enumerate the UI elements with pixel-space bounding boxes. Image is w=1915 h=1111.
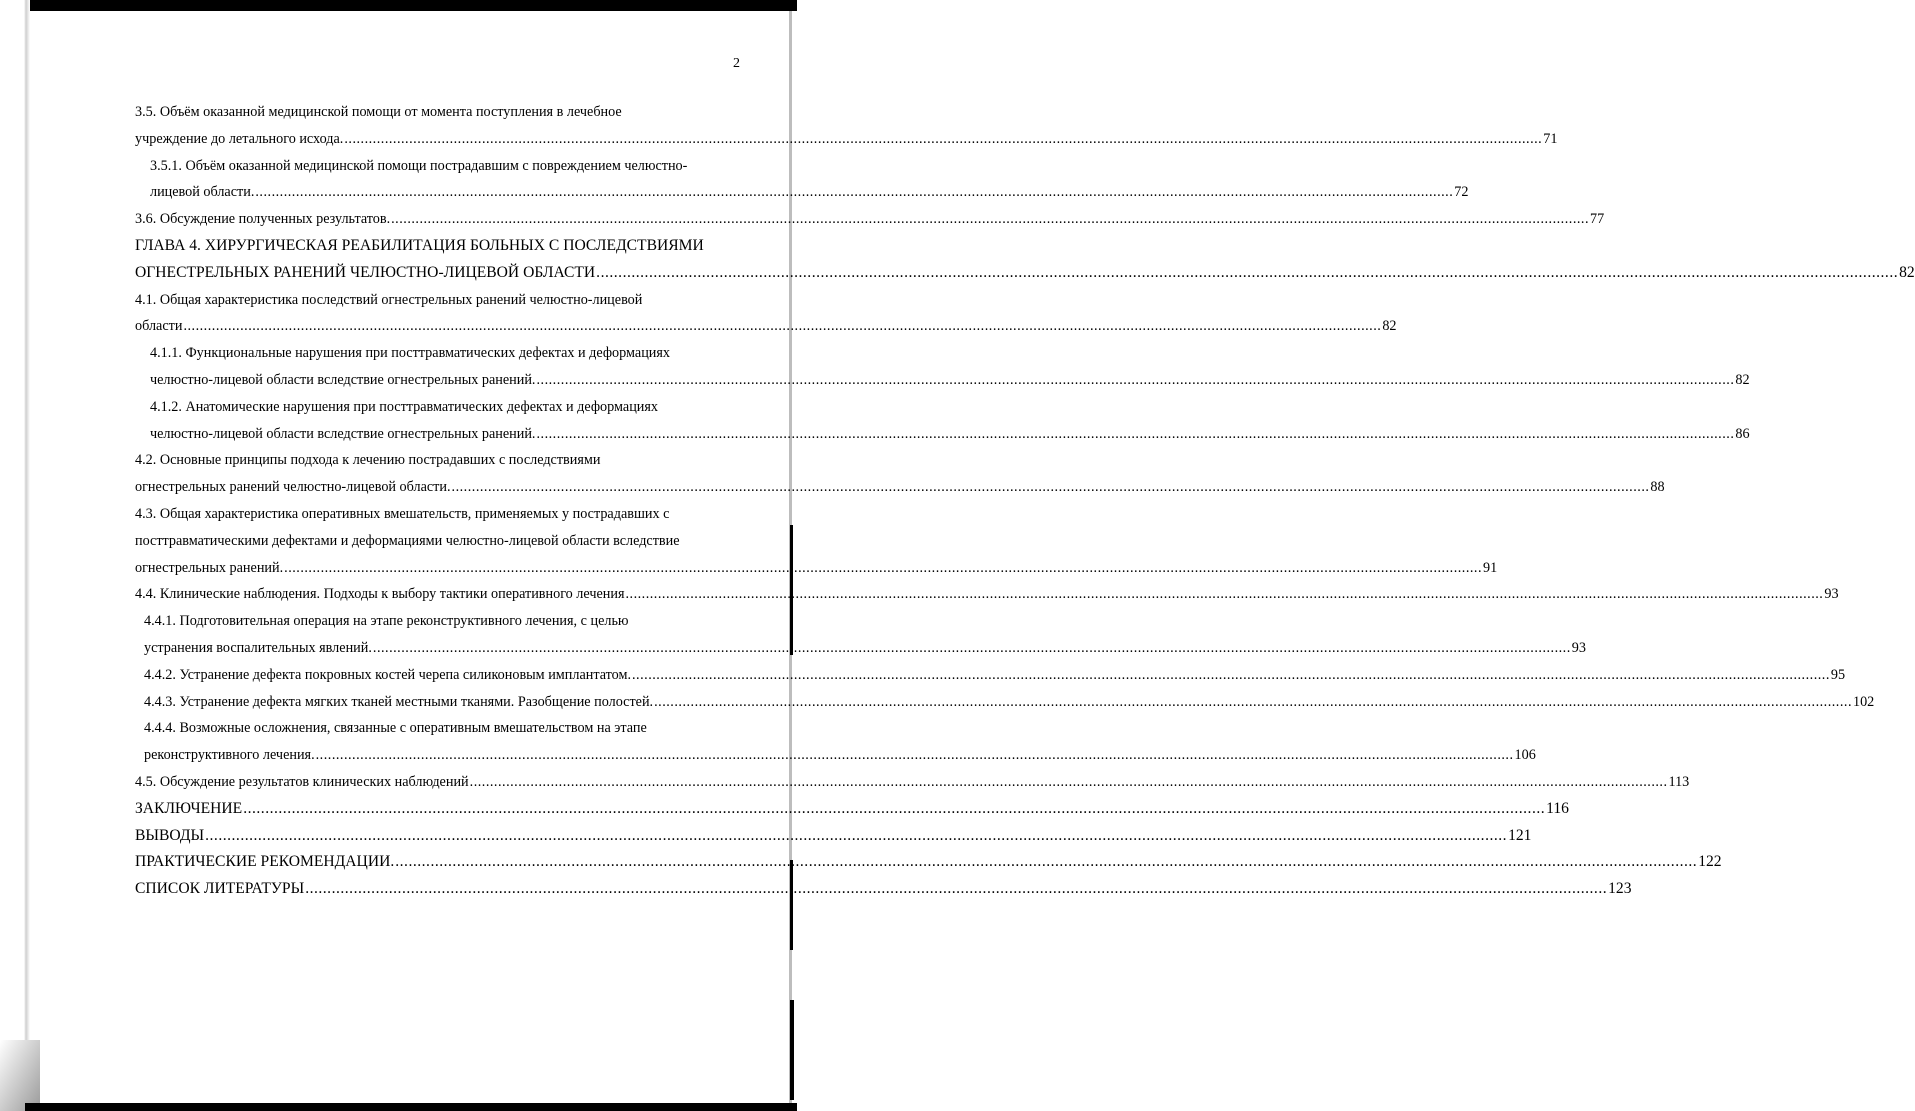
toc-entry[interactable] <box>135 394 1750 448</box>
toc-entry-line <box>135 876 1632 903</box>
toc-entry-line <box>135 689 1875 716</box>
toc-entry-line <box>135 608 739 635</box>
toc-entry[interactable] <box>135 689 1875 716</box>
toc-entry-line <box>135 635 1586 662</box>
dot-leader <box>470 769 1668 796</box>
toc-page-number: 123 <box>1608 880 1632 898</box>
dot-leader <box>625 581 1823 608</box>
toc-entry-line <box>135 233 739 260</box>
toc-entry-title: ВЫВОДЫ <box>135 826 205 844</box>
toc-entry-title: 4.1.2. Анатомические нарушения при посттравматических дефектах и деформациях <box>150 398 658 415</box>
toc-entry[interactable] <box>135 608 1586 662</box>
toc-entry[interactable] <box>135 796 1569 823</box>
toc-page-number: 71 <box>1543 130 1558 147</box>
toc-entry-line <box>135 99 739 126</box>
dot-leader <box>205 823 1507 850</box>
toc-entry-title: огнестрельных ранений. <box>135 559 284 576</box>
toc-entry-line <box>135 715 739 742</box>
toc-entry-title: области <box>135 318 183 335</box>
toc-entry-title: 4.2. Основные принципы подхода к лечению пострадавших с последствиями <box>135 452 601 469</box>
dot-leader <box>632 662 1830 689</box>
toc-entry-title: ГЛАВА 4. ХИРУРГИЧЕСКАЯ РЕАБИЛИТАЦИЯ БОЛЬНЫХ С ПОСЛЕДСТВИЯМИ <box>135 236 704 254</box>
toc-entry[interactable] <box>135 206 1605 233</box>
toc-entry[interactable] <box>135 769 1690 796</box>
toc-page-number: 116 <box>1546 799 1569 817</box>
toc-entry-line <box>135 287 739 314</box>
toc-entry-line <box>135 474 1665 501</box>
toc-entry-title: 4.4.1. Подготовительная операция на этапе реконструктивного лечения, с целью <box>144 613 629 630</box>
toc-entry-title: ПРАКТИЧЕСКИЕ РЕКОМЕНДАЦИИ. <box>135 853 395 871</box>
dot-leader <box>452 474 1650 501</box>
toc-page-number: 122 <box>1698 853 1722 871</box>
toc-entry[interactable] <box>135 581 1839 608</box>
toc-entry-line <box>135 555 1498 582</box>
toc-page-number: 93 <box>1824 586 1839 603</box>
toc-page-number: 106 <box>1514 747 1536 764</box>
toc-page-number: 121 <box>1508 826 1532 844</box>
toc-entry[interactable] <box>135 233 1915 287</box>
toc-page-number: 72 <box>1454 184 1469 201</box>
scan-edge-top <box>25 0 797 11</box>
dot-leader <box>284 555 1482 582</box>
toc-entry-title: челюстно-лицевой области вследствие огнестрельных ранений. <box>150 425 536 442</box>
toc-entry-title: 4.4. Клинические наблюдения. Подходы к выбору тактики оперативного лечения <box>135 586 625 603</box>
dot-leader <box>316 742 1514 769</box>
toc-entry-title: реконструктивного лечения. <box>144 747 315 764</box>
toc-entry-line <box>135 769 1690 796</box>
dot-leader <box>395 849 1697 876</box>
toc-entry-title: 4.1.1. Функциональные нарушения при посттравматических дефектах и деформациях <box>150 345 671 362</box>
dot-leader <box>596 260 1898 287</box>
toc-entry[interactable] <box>135 849 1722 876</box>
toc-entry[interactable] <box>135 447 1665 501</box>
toc-entry-title: посттравматическими дефектами и деформациями челюстно-лицевой области вследствие <box>135 532 680 549</box>
dot-leader <box>654 689 1852 716</box>
toc-entry-title: лицевой области. <box>150 184 255 201</box>
toc-entry-line <box>135 260 1915 287</box>
toc-entry-line <box>135 581 1839 608</box>
toc-entry-line <box>135 447 739 474</box>
scan-edge-bottom <box>25 1103 797 1111</box>
toc-entry[interactable] <box>135 876 1632 903</box>
dot-leader <box>391 206 1589 233</box>
toc-page-number: 102 <box>1852 693 1875 710</box>
toc-entry-line <box>135 742 1536 769</box>
toc-page-number: 82 <box>1382 318 1397 335</box>
scan-mark <box>790 1000 794 1100</box>
toc-entry-title: учреждение до летального исхода. <box>135 130 344 147</box>
toc-entry-title: 4.1. Общая характеристика последствий огнестрельных ранений челюстно-лицевой <box>135 291 643 308</box>
dot-leader <box>243 796 1545 823</box>
toc-entry-title: 3.6. Обсуждение полученных результатов. <box>135 211 391 228</box>
toc-page-number: 95 <box>1830 666 1846 683</box>
toc-entry-line <box>135 179 1469 206</box>
dot-leader <box>255 179 1453 206</box>
toc-entry-title: СПИСОК ЛИТЕРАТУРЫ <box>135 880 305 898</box>
dot-leader <box>536 421 1734 448</box>
toc-page-number: 88 <box>1650 479 1665 496</box>
toc-page-number: 82 <box>1735 371 1750 388</box>
toc-page-number: 91 <box>1483 559 1498 576</box>
dot-leader <box>373 635 1571 662</box>
toc-entry[interactable] <box>135 99 1558 153</box>
toc-entry[interactable] <box>135 715 1536 769</box>
toc-entry-title: челюстно-лицевой области вследствие огнестрельных ранений. <box>150 371 536 388</box>
toc-entry-line <box>135 849 1722 876</box>
toc-entry[interactable] <box>135 501 1498 581</box>
table-of-contents <box>135 99 1915 903</box>
dot-leader <box>536 367 1734 394</box>
toc-page-number: 93 <box>1571 639 1586 656</box>
dot-leader <box>344 126 1542 153</box>
toc-entry-line <box>135 662 1846 689</box>
toc-entry-title: 4.4.4. Возможные осложнения, связанные с оперативным вмешательством на этапе <box>144 720 647 737</box>
toc-entry-line <box>135 796 1569 823</box>
toc-entry-title: ЗАКЛЮЧЕНИЕ <box>135 799 243 817</box>
toc-entry-line <box>135 313 1397 340</box>
toc-entry-line <box>135 367 1750 394</box>
toc-entry-line <box>135 340 739 367</box>
dot-leader <box>305 876 1607 903</box>
toc-entry-title: 4.4.2. Устранение дефекта покровных костей черепа силиконовым имплантатом. <box>144 666 631 683</box>
toc-entry-line <box>135 153 739 180</box>
toc-page-number: 82 <box>1899 263 1915 281</box>
toc-entry-title: 4.3. Общая характеристика оперативных вмешательств, применяемых у пострадавших с <box>135 505 670 522</box>
toc-page-number: 86 <box>1735 425 1750 442</box>
toc-entry[interactable] <box>135 823 1532 850</box>
toc-entry[interactable] <box>135 153 1469 207</box>
toc-entry-title: 3.5. Объём оказанной медицинской помощи от момента поступления в лечебное <box>135 104 622 120</box>
toc-entry-line <box>135 421 1750 448</box>
toc-entry[interactable] <box>135 662 1846 689</box>
toc-entry-line <box>135 823 1532 850</box>
toc-entry-title: огнестрельных ранений челюстно-лицевой области. <box>135 479 451 496</box>
toc-entry-line <box>135 126 1558 153</box>
toc-entry-line <box>135 501 739 528</box>
toc-entry-title: ОГНЕСТРЕЛЬНЫХ РАНЕНИЙ ЧЕЛЮСТНО-ЛИЦЕВОЙ ОБЛАСТИ <box>135 263 596 281</box>
page-number: 2 <box>733 56 740 71</box>
toc-entry-line <box>135 206 1605 233</box>
scan-shadow <box>0 1040 40 1111</box>
toc-entry[interactable] <box>135 287 1397 341</box>
toc-entry-title: 4.4.3. Устранение дефекта мягких тканей местными тканями. Разобщение полостей. <box>144 693 654 710</box>
toc-entry-line <box>135 394 739 421</box>
toc-entry-title: 3.5.1. Объём оказанной медицинской помощи пострадавшим с повреждением челюстно- <box>150 157 688 174</box>
toc-entry-line <box>135 528 739 555</box>
dot-leader <box>183 313 1381 340</box>
toc-page-number: 113 <box>1668 773 1690 790</box>
toc-entry-title: 4.5. Обсуждение результатов клинических наблюдений <box>135 773 469 790</box>
toc-page-number: 77 <box>1590 211 1605 228</box>
scan-edge-left <box>0 0 30 1111</box>
toc-entry-title: устранения воспалительных явлений. <box>144 639 372 656</box>
toc-entry[interactable] <box>135 340 1750 394</box>
